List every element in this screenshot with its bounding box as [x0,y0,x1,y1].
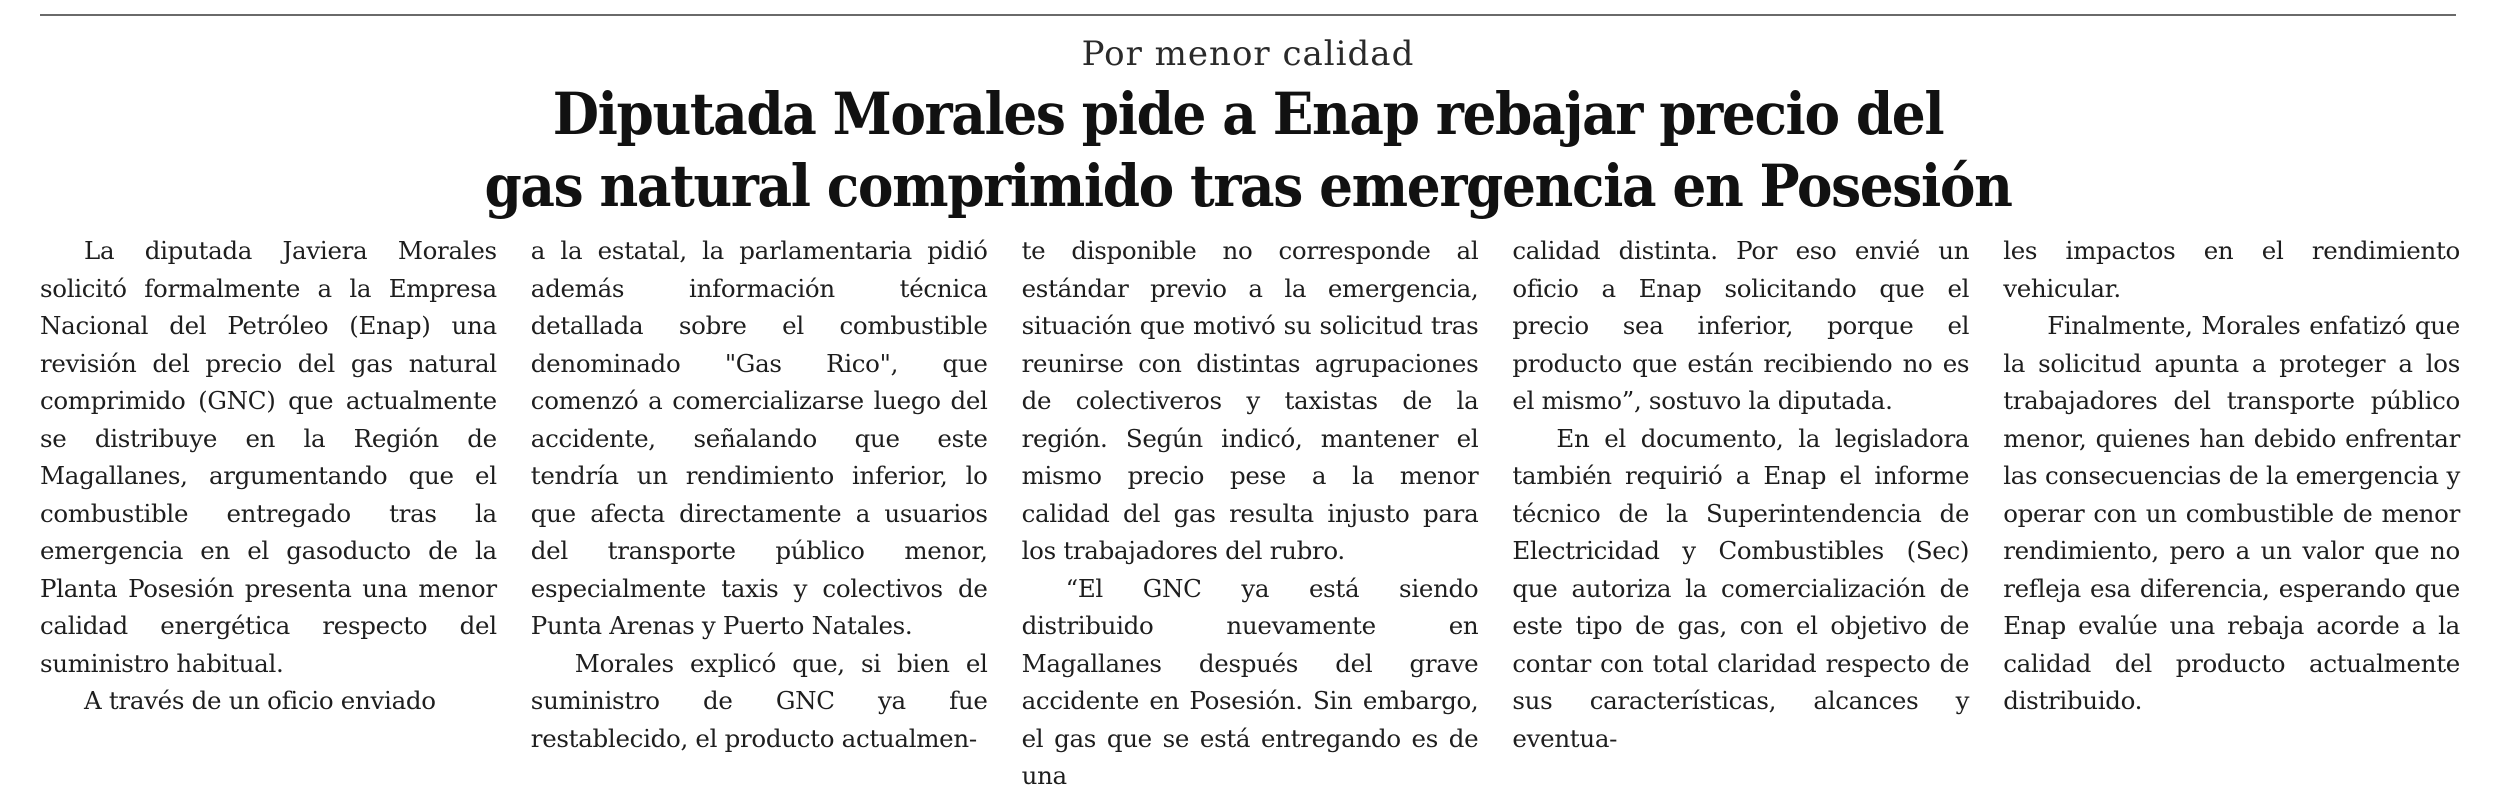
article-column-2 [531,232,988,795]
paragraph: te disponible no corresponde al estándar previo a la emergencia, situación que motivó su solicitud tras reunirse con distintas agrupaciones de colectiveros y taxistas de la región. Según indicó, mantener el mismo precio pese a la menor calidad del gas resulta injusto para los trabajadores del rubro. [1021,236,1479,565]
article-headline [100,78,2396,222]
paragraph: Morales explicó que, si bien el suministro de GNC ya fue restablecido, el producto actualmen- [530,648,988,753]
headline-line-2: gas natural comprimido tras emergencia en Posesión [484,152,2012,220]
top-rule [40,14,2456,16]
article-column-5 [2003,232,2460,795]
paragraph: calidad distinta. Por eso envié un oficio a Enap solicitando que el precio sea inferior, porque el producto que están recibiendo no es el mismo”, sostuvo la diputada. [1512,236,1970,415]
paragraph: En el documento, la legisladora también requirió a Enap el informe técnico de la Superintendencia de Electricidad y Combustibles (Sec) que autoriza la comercialización de este tipo de gas, con el objetivo de contar con total claridad respecto de sus características, alcances y eventua- [1512,423,1970,753]
paragraph: La diputada Javiera Morales solicitó formalmente a la Empresa Nacional del Petróleo (Enap) una revisión del precio del gas natural comprimido (GNC) que actualmente se distribuye en la Región de Magallanes, argumentando que el combustible entregado tras la emergencia en el gasoducto de la Planta Posesión presenta una menor calidad energética respecto del suministro habitual. [40,236,497,678]
paragraph: les impactos en el rendimiento vehicular. [2003,236,2460,303]
article-column-3 [1022,232,1479,795]
paragraph: A través de un oficio enviado [84,686,436,715]
article-kicker: Por menor calidad [1081,34,1415,74]
article-body [40,232,2460,795]
article-column-4 [1512,232,1969,795]
article-column-1 [40,232,497,795]
headline-line-1: Diputada Morales pide a Enap rebajar precio del [552,80,1944,148]
paragraph: a la estatal, la parlamentaria pidió además información técnica detallada sobre el combustible denominado "Gas Rico", que comenzó a comercializarse luego del accidente, señalando que este tendría un rendimiento inferior, lo que afecta directamente a usuarios del transporte público menor, especialmente taxis y colectivos de Punta Arenas y Puerto Natales. [530,236,988,640]
paragraph: “El GNC ya está siendo distribuido nuevamente en Magallanes después del grave accidente en Posesión. Sin embargo, el gas que se está entregando es de una [1021,573,1479,790]
paragraph: Finalmente, Morales enfatizó que la solicitud apunta a proteger a los trabajadores del transporte público menor, quienes han debido enfrentar las consecuencias de la emergencia y operar con un combustible de menor rendimiento, pero a un valor que no refleja esa diferencia, esperando que Enap evalúe una rebaja acorde a la calidad del producto actualmente distribuido. [2003,311,2460,715]
